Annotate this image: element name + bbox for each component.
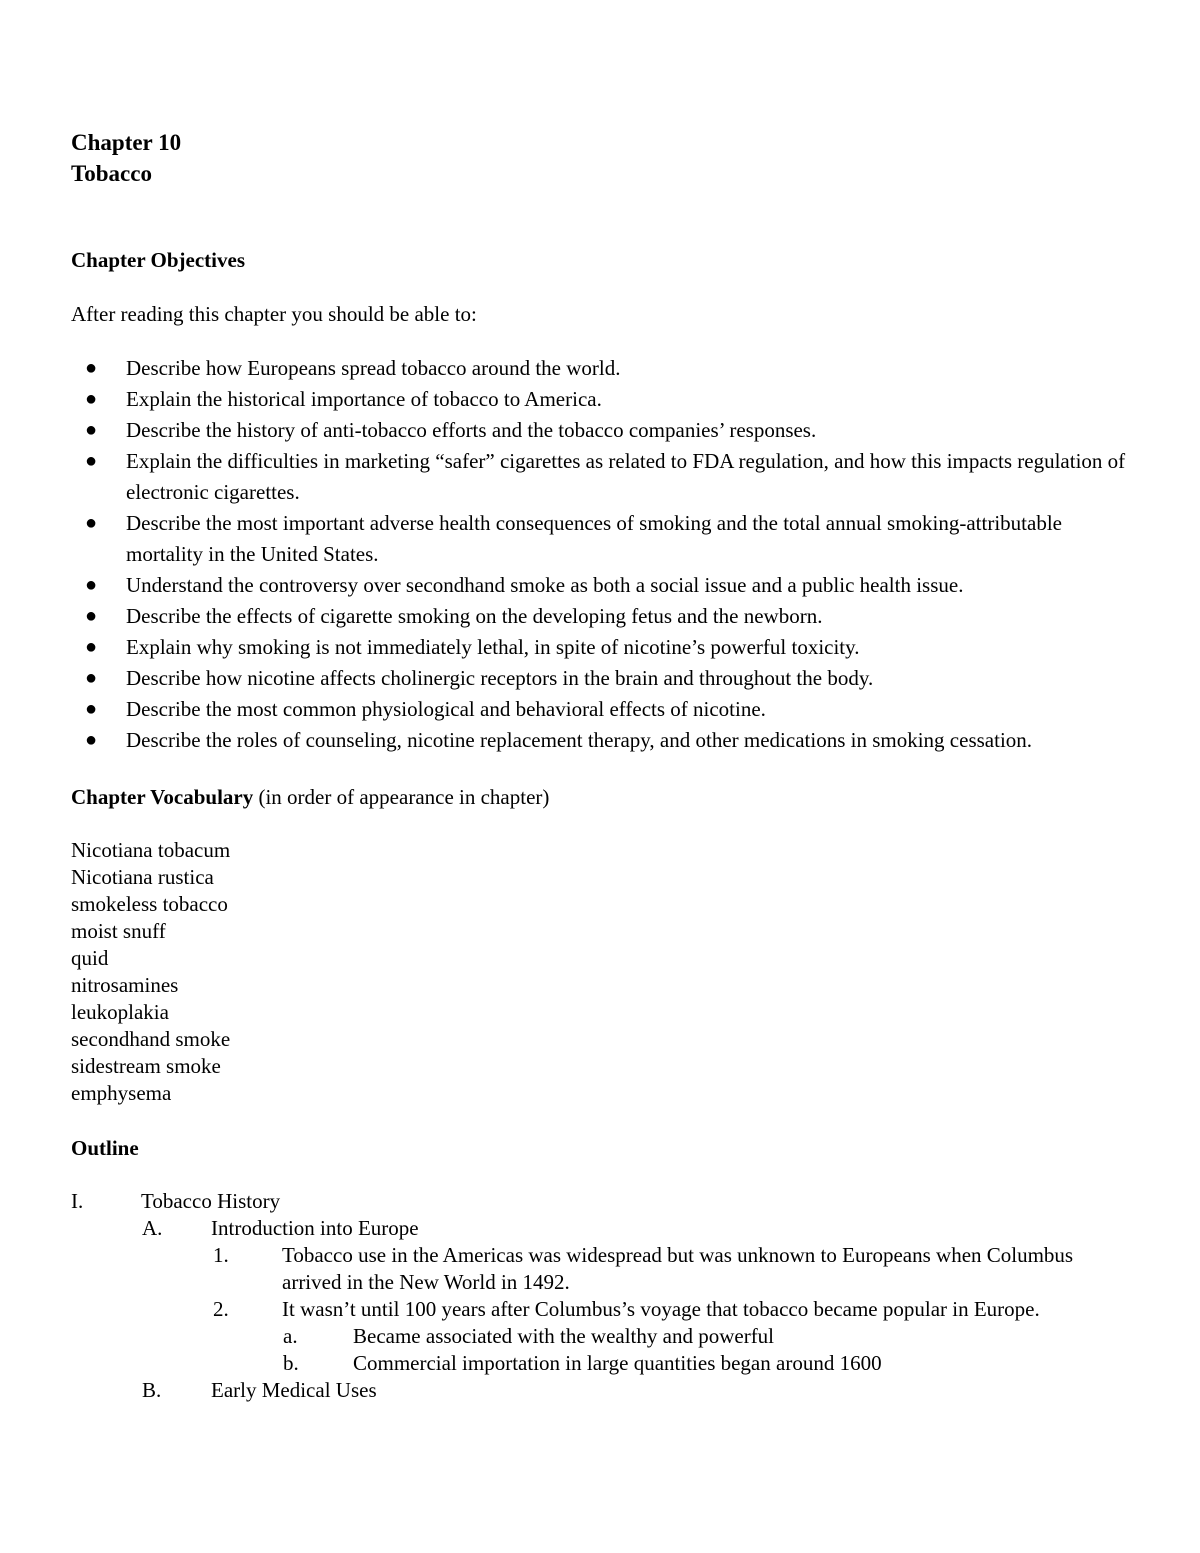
outline-marker: I. [71,1189,84,1213]
vocabulary-term: Nicotiana rustica [71,865,214,889]
document-page [71,127,1131,1404]
vocabulary-heading-note: (in order of appearance in chapter) [253,785,550,809]
objective-text: Describe the most important adverse health consequences of smoking and the total annual smoking-attributable mortality in the United States. [126,511,1062,566]
outline-item [71,1323,1131,1350]
vocabulary-term: moist snuff [71,919,166,943]
objective-item [71,694,1131,725]
outline-text: Tobacco History [141,1189,281,1213]
objective-item [71,601,1131,632]
outline-marker: 1. [213,1243,229,1267]
objective-item [71,353,1131,384]
outline-marker: a. [283,1324,298,1348]
outline-text: Early Medical Uses [211,1378,377,1402]
vocabulary-term: leukoplakia [71,1000,169,1024]
bullet-icon: ● [85,636,98,658]
objective-item [71,446,1131,508]
outline-list [71,1188,1131,1404]
vocabulary-term: quid [71,946,109,970]
bullet-icon: ● [85,605,98,627]
objectives-list [71,353,1131,756]
vocabulary-heading [71,782,1131,813]
vocabulary-heading-bold: Chapter Vocabulary [71,785,254,809]
objective-item [71,632,1131,663]
chapter-number: Chapter 10 [71,130,182,155]
objective-text: Explain why smoking is not immediately lethal, in spite of nicotine’s powerful toxicity. [126,635,860,659]
vocabulary-term: Nicotiana tobacum [71,838,231,862]
outline-marker: b. [283,1351,299,1375]
objective-item [71,415,1131,446]
vocabulary-term: nitrosamines [71,973,179,997]
bullet-icon: ● [85,450,98,472]
objective-item [71,384,1131,415]
outline-item [71,1215,1131,1242]
bullet-icon: ● [85,729,98,751]
outline-item [71,1350,1131,1377]
objective-text: Describe the most common physiological and behavioral effects of nicotine. [126,697,766,721]
objective-text: Explain the difficulties in marketing “safer” cigarettes as related to FDA regulation, and how this impacts regulation of electronic cigarettes. [126,449,1126,504]
objective-text: Describe how nicotine affects cholinergic receptors in the brain and throughout the body. [126,666,874,690]
vocabulary-term: secondhand smoke [71,1027,231,1051]
objective-item [71,725,1131,756]
outline-text: Introduction into Europe [211,1216,419,1240]
bullet-icon: ● [85,667,98,689]
outline-marker: 2. [213,1297,229,1321]
outline-item [71,1242,1131,1296]
bullet-icon: ● [85,698,98,720]
outline-marker: B. [142,1378,162,1402]
objectives-heading: Chapter Objectives [71,248,245,272]
outline-text: Commercial importation in large quantities began around 1600 [353,1351,882,1375]
objective-item [71,663,1131,694]
bullet-icon: ● [85,512,98,534]
outline-heading: Outline [71,1136,139,1160]
bullet-icon: ● [85,357,98,379]
objective-text: Understand the controversy over secondhand smoke as both a social issue and a public health issue. [126,573,964,597]
objective-text: Explain the historical importance of tobacco to America. [126,387,602,411]
vocabulary-list [71,837,1131,1107]
vocabulary-term: smokeless tobacco [71,892,228,916]
objective-text: Describe how Europeans spread tobacco around the world. [126,356,621,380]
outline-marker: A. [142,1216,163,1240]
objective-item [71,508,1131,570]
objective-text: Describe the effects of cigarette smoking on the developing fetus and the newborn. [126,604,823,628]
outline-item [71,1296,1131,1323]
outline-item [71,1188,1131,1215]
objective-text: Describe the history of anti-tobacco efforts and the tobacco companies’ responses. [126,418,817,442]
outline-text: Became associated with the wealthy and powerful [353,1324,775,1348]
outline-text: It wasn’t until 100 years after Columbus’s voyage that tobacco became popular in Europe. [282,1297,1040,1321]
outline-item [71,1377,1131,1404]
objectives-intro: After reading this chapter you should be able to: [71,302,477,326]
objective-text: Describe the roles of counseling, nicotine replacement therapy, and other medications in smoking cessation. [126,728,1033,752]
outline-text: Tobacco use in the Americas was widespread but was unknown to Europeans when Columbus arrived in the New World in 1492. [282,1243,1074,1294]
vocabulary-term: sidestream smoke [71,1054,221,1078]
vocabulary-term: emphysema [71,1081,172,1105]
bullet-icon: ● [85,419,98,441]
chapter-title: Tobacco [71,161,152,186]
bullet-icon: ● [85,388,98,410]
objective-item [71,570,1131,601]
bullet-icon: ● [85,574,98,596]
